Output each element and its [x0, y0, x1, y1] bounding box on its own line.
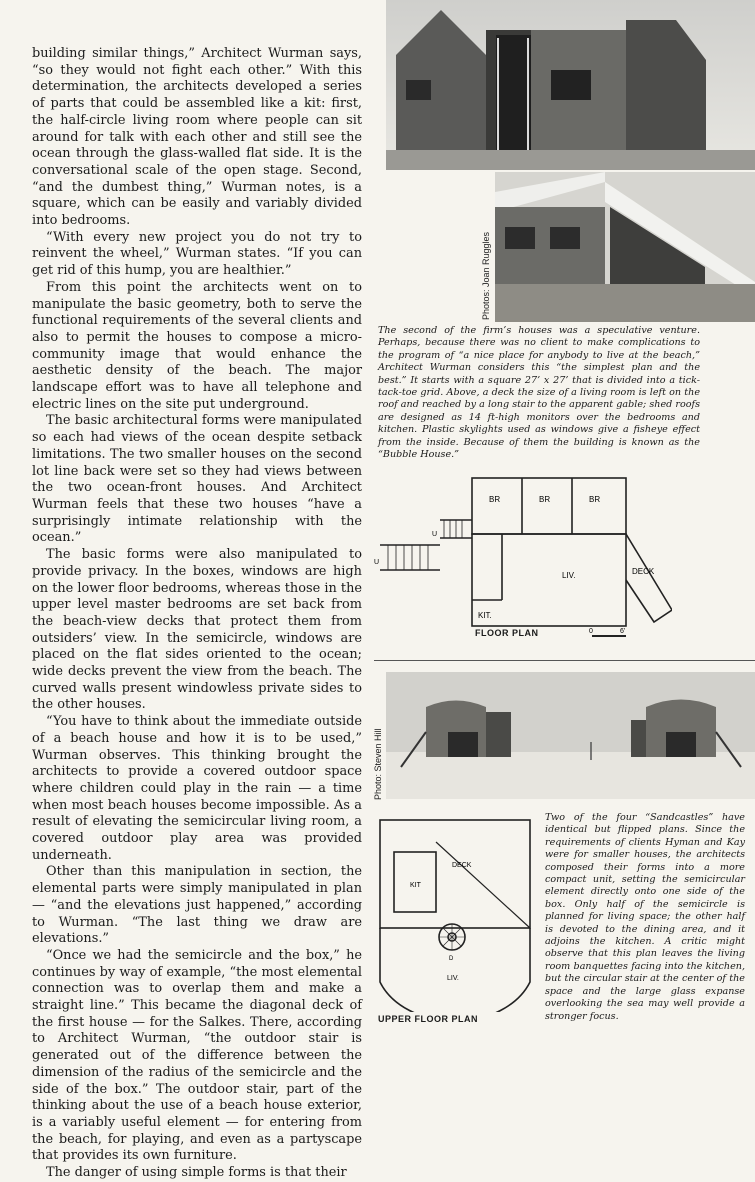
stair-label: D	[449, 956, 454, 962]
room-label: BR	[539, 495, 551, 504]
photo-bubble-house-side	[495, 172, 755, 322]
stair-label: U	[432, 531, 438, 538]
floor-plan	[372, 470, 672, 650]
paragraph: “You have to think about the immediate outside of a beach house and how it is to be used,” Wurman observes. This thinking brought the architects to provide a covered outdoor space where children could play in the rain — a time when most beach houses become impossible. As a result of elevating the semicircular living room, a covered outdoor play area was provided underneath.	[32, 714, 362, 863]
paragraph: “With every new project you do not try to reinvent the wheel,” Wurman states. “If you can get rid of this hump, you are healthier.”	[32, 229, 362, 279]
article-body	[32, 46, 362, 1182]
room-label: LIV.	[562, 571, 576, 580]
paragraph: The basic architectural forms were manipulated so each had views of the ocean despite setback limitations. The two smaller houses on the second lot line back were set so they had views between the two ocean-front houses. And Architect Wurman feels that these two houses “have a surprisingly intimate relationship with the ocean.”	[32, 413, 362, 546]
room-label: DECK	[632, 567, 655, 576]
photo-credit: Photo: Steven Hill	[373, 728, 383, 800]
upper-floor-plan	[372, 812, 532, 1012]
room-label: LIV.	[447, 975, 459, 982]
paragraph: The basic forms were also manipulated to provide privacy. In the boxes, windows are high on the lower floor bedrooms, whereas those in the upper level master bedrooms are set back from the beach-view decks that protect them from outsiders’ view. In the semicircle, windows are placed on the flat sides oriented to the ocean; wide decks prevent the view from the beach. The curved walls present windowless private sides to the other houses.	[32, 547, 362, 713]
scale-label: 6'	[620, 628, 626, 635]
paragraph: building similar things,” Architect Wurman says, “so they would not fight each other.” With this determination, the architects developed a series of parts that could be assembled like a kit: first, the half-circle living room where people can sit around for talk with each other and still see the ocean through the glass-walled flat side. It is the conversational scale of the open stage. Second, “and the dumbest thing,” Wurman notes, is a square, which can be easily and variably divided into bedrooms.	[32, 46, 362, 229]
room-label: BR	[489, 495, 501, 504]
stair-label: U	[374, 559, 380, 566]
paragraph: “Once we had the semicircle and the box,” he continues by way of example, “the most elemental connection was to overlap them and make a straight line.” This became the diagonal deck of the first house — for the Salkes. There, according to Architect Wurman, “the outdoor stair is generated out of the difference between the dimension of the radius of the semicircle and the side of the box.” The outdoor stair, part of the thinking about the use of a beach house exterior, is a variably useful element — for entering from the beach, for playing, and even as a partyscape that provides its own furniture.	[32, 947, 362, 1164]
upper-floor-plan-title: UPPER FLOOR PLAN	[378, 1014, 479, 1024]
photo-sandcastles	[386, 672, 755, 799]
paragraph: From this point the architects went on to manipulate the basic geometry, both to serve the functional requirements of the several clients and also to permit the houses to compose a micro-community image that would enhance the aesthetic density of the beach. The major landscape effort was to have all telephone and electric lines on the site put underground.	[32, 279, 362, 412]
room-label: DECK	[452, 862, 472, 869]
room-label: BR	[589, 495, 601, 504]
photo-bubble-house-front	[386, 0, 755, 170]
floor-plan-title: FLOOR PLAN	[475, 628, 539, 638]
room-label: KIT	[410, 882, 421, 889]
photo-credit: Photos: Joan Ruggles	[481, 231, 491, 320]
caption-sandcastles: Two of the four “Sandcastles” have identical but flipped plans. Since the requirements of clients Hyman and Kay were for smaller houses, the architects composed their forms into a more compact unit, setting the semicircular element directly onto one side of the box. Only half of the semicircle is planned for living space; the other half is devoted to the dining area, and it adjoins the kitchen. A critic might observe that this plan leaves the living room banquettes facing into the kitchen, but the circular stair at the center of the space and the large glass expanse overlooking the sea may well provide a stronger focus.	[545, 812, 745, 1022]
caption-bubble-house: The second of the firm’s houses was a speculative venture. Perhaps, because there was no client to make complications to the program of “a nice place for anybody to live at the beach,” Architect Wurman considers this “the simplest plan and the best.” It starts with a square 27’ x 27’ that is divided into a tick-tack-toe grid. Above, a deck the size of a living room is left on the roof and reached by a long stair to the apparent gable; shed roofs are designed as 14 ft-high monitors over the bedrooms and kitchen. Plastic skylights used as windows give a fisheye effect from the inside. Because of them the building is known as the “Bubble House.”	[378, 325, 700, 461]
paragraph: Other than this manipulation in section, the elemental parts were simply manipulated in plan — “and the elevations just happened,” according to Wurman. “The last thing we draw are elevations.”	[32, 864, 362, 947]
room-label: KIT.	[478, 611, 492, 620]
scale-label: 0	[589, 628, 593, 635]
paragraph: The danger of using simple forms is that their	[46, 1165, 347, 1181]
divider	[374, 660, 755, 661]
